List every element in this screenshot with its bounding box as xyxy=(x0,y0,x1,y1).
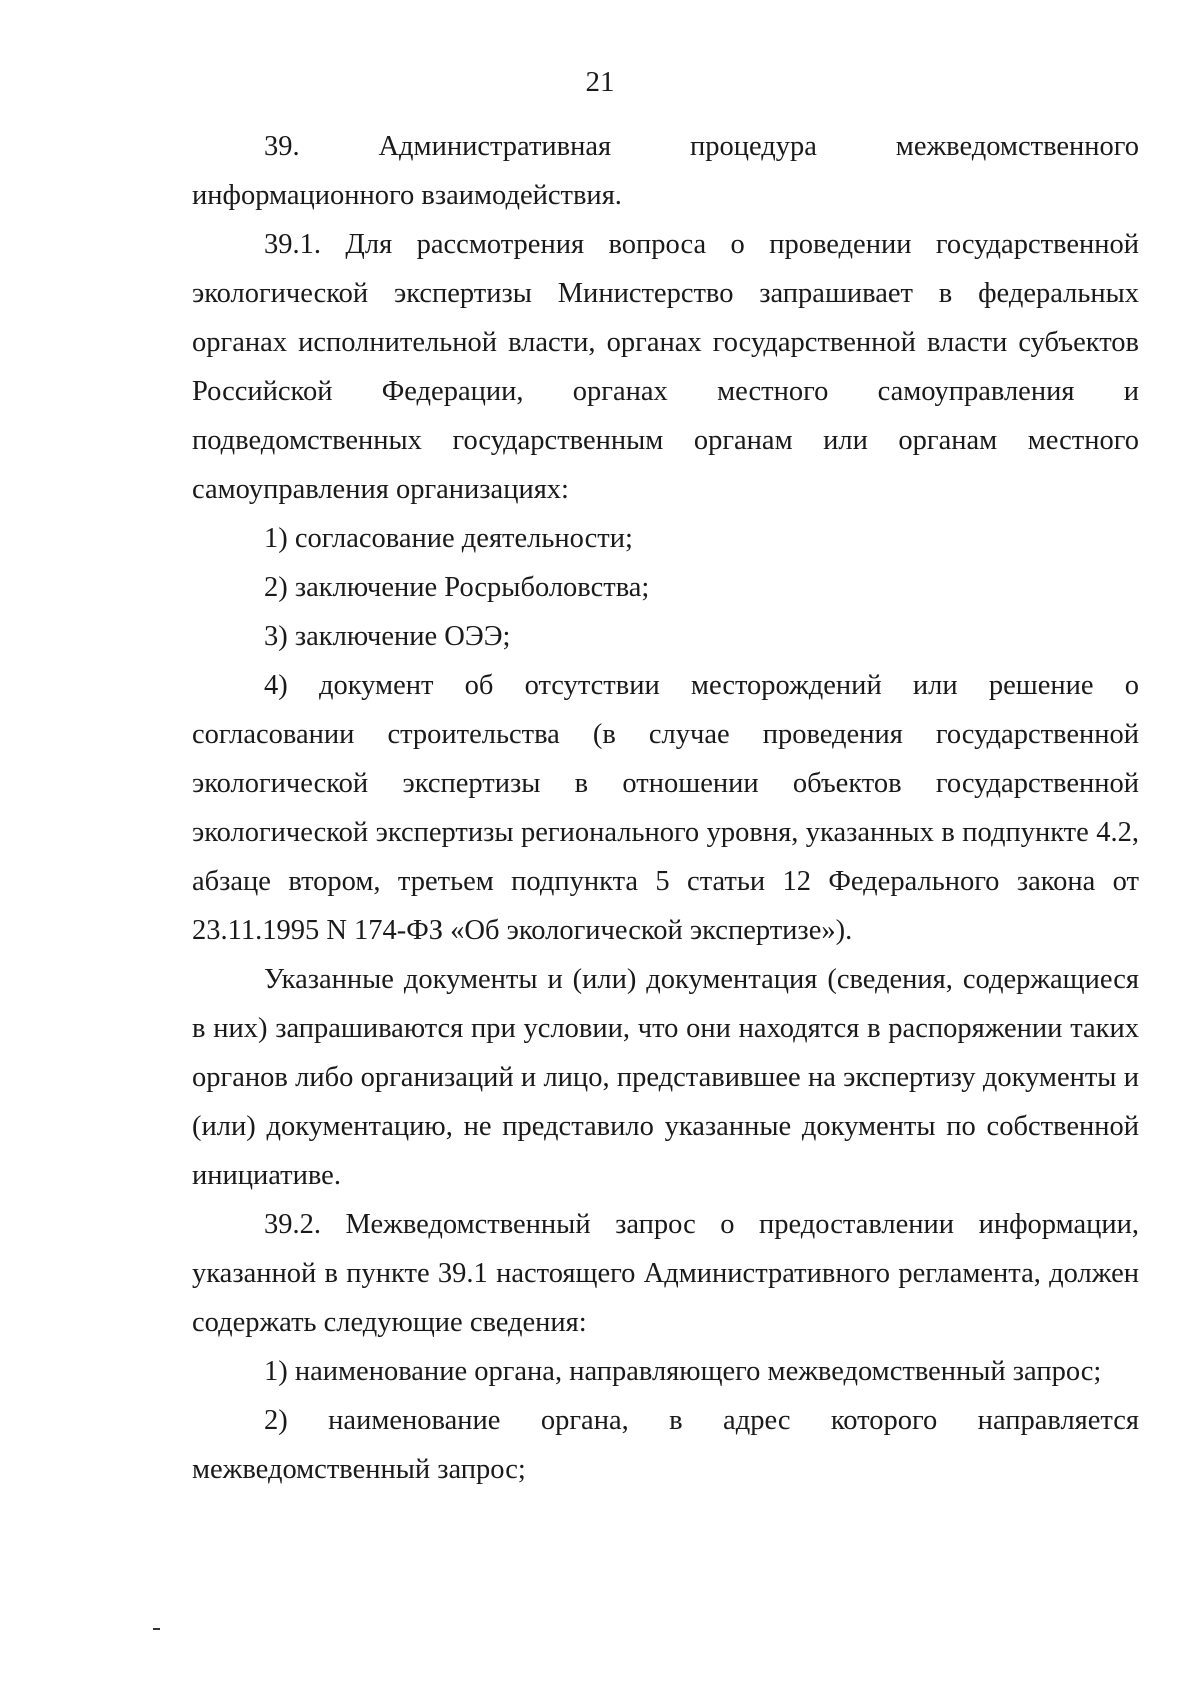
request-item-1: 1) наименование органа, направляющего межведомственный запрос; xyxy=(264,1356,1102,1387)
request-item-2: 2) наименование органа, в адрес которого направляется межведомственный запрос; xyxy=(192,1405,1139,1485)
list-item-4: 4) документ об отсутствии месторождений или решение о согласовании строительства (в случае проведения государственной экологической экспертизы в отношении объектов государственной экологической экспертизы регионального уровня, указанных в подпункте 4.2, абзаце втором, третьем подпункта 5 статьи 12 Федерального закона от 23.11.1995 N 174-ФЗ «Об экологической экспертизе»). xyxy=(192,670,1139,946)
list-item-3: 3) заключение ОЭЭ; xyxy=(264,621,511,652)
paragraph-39-2: 39.2. Межведомственный запрос о предоставлении информации, указанной в пункте 39.1 настоящего Административного регламента, должен содержать следующие сведения: xyxy=(192,1209,1139,1338)
paragraph-39-heading-line1: 39. Административная процедура межведомственного xyxy=(264,131,1139,162)
paragraph-39-1: 39.1. Для рассмотрения вопроса о проведении государственной экологической экспертизы Министерство запрашивает в федеральных органах исполнительной власти, органах государственной власти субъектов Российской Федерации, органах местного самоуправления и подведомственных государственным органам или органам местного самоуправления организациях: xyxy=(192,229,1139,505)
list-item-2: 2) заключение Росрыболовства; xyxy=(264,572,650,603)
paragraph-39-heading-line2: информационного взаимодействия. xyxy=(192,180,622,211)
list-item-1: 1) согласование деятельности; xyxy=(264,523,633,554)
paragraph-documents-note: Указанные документы и (или) документация (сведения, содержащиеся в них) запрашиваются при условии, что они находятся в распоряжении таких органов либо организаций и лицо, представившее на экспертизу документы и (или) документацию, не представило указанные документы по собственной инициативе. xyxy=(192,964,1139,1191)
document-body xyxy=(192,122,1139,1494)
scan-mark xyxy=(153,1628,160,1630)
page-number: 21 xyxy=(585,66,615,98)
